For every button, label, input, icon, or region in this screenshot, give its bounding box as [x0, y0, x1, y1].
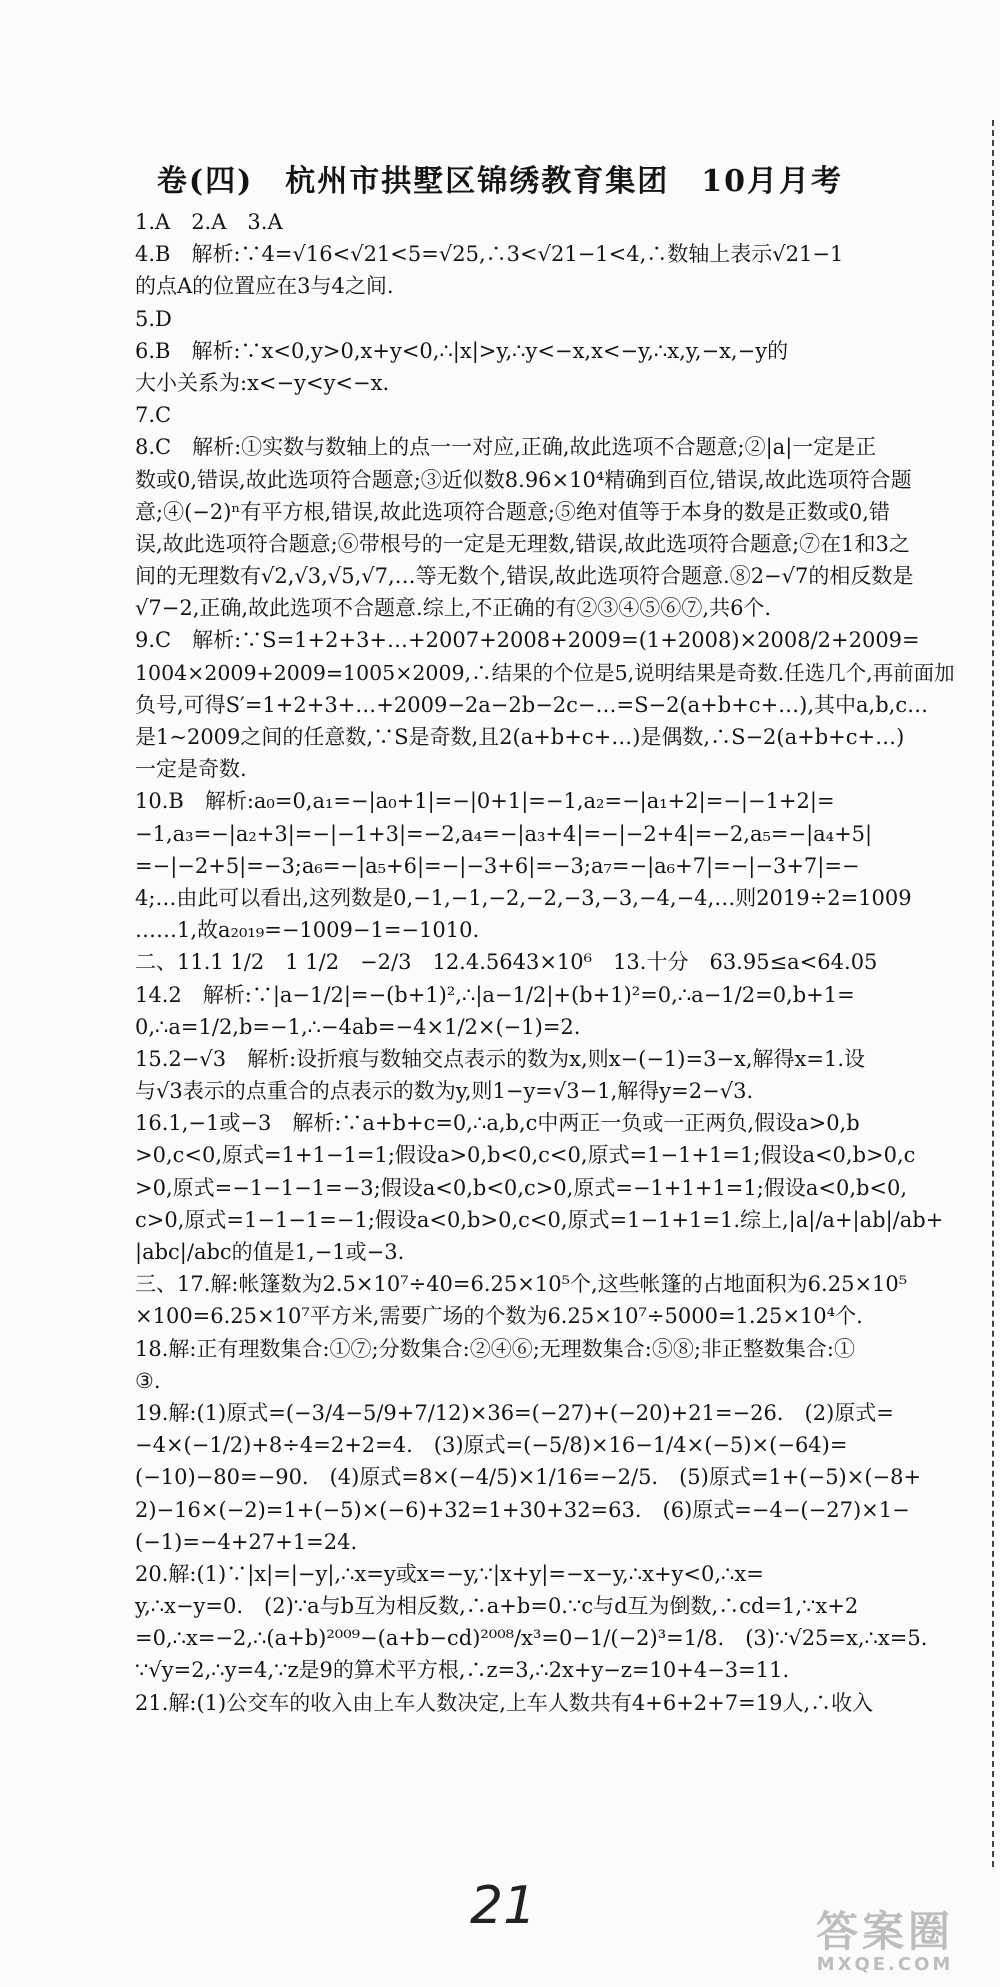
- text-line: 意;④(−2)ⁿ有平方根,错误,故此选项符合题意;⑤绝对值等于本身的数是正数或0,错: [135, 499, 890, 524]
- text-line: 二、11.1 1/2 1 1/2 −2/3 12.4.5643×10⁶ 13.十分 63.95≤a<64.05: [135, 950, 878, 975]
- text-line: (−1)=−4+27+1=24.: [135, 1529, 358, 1554]
- text-line: 数或0,错误,故此选项符合题意;③近似数8.96×10⁴精确到百位,错误,故此选项符合题: [135, 467, 912, 492]
- text-line: =−|−2+5|=−3;a₆=−|a₅+6|=−|−3+6|=−3;a₇=−|a₆+7|=−|−3+7|=−: [135, 853, 860, 878]
- text-line: =0,∴x=−2,∴(a+b)²⁰⁰⁹−(a+b−cd)²⁰⁰⁸/x³=0−1/(−2)³=1/8. (3)∵√25=x,∴x=5.: [135, 1626, 928, 1651]
- page-number: 21: [470, 1876, 537, 1936]
- text-line: >0,原式=−1−1−1=−3;假设a<0,b<0,c>0,原式=−1+1+1=1;假设a<0,b<0,: [135, 1175, 908, 1200]
- text-line: 三、17.解:帐篷数为2.5×10⁷÷40=6.25×10⁵个,这些帐篷的占地面积为6.25×10⁵: [135, 1272, 908, 1297]
- text-line: 10.B 解析:a₀=0,a₁=−|a₀+1|=−|0+1|=−1,a₂=−|a₁+2|=−|−1+2|=: [135, 789, 835, 814]
- text-line: 2)−16×(−2)=1+(−5)×(−6)+32=1+30+32=63. (6)原式=−4−(−27)×1−: [135, 1497, 910, 1522]
- text-line: y,∴x−y=0. (2)∵a与b互为相反数,∴a+b=0.∵c与d互为倒数,∴cd=1,∵x+2: [135, 1594, 859, 1619]
- text-line: ……1,故a₂₀₁₉=−1009−1=−1010.: [135, 918, 480, 943]
- text-line: c>0,原式=1−1−1=−1;假设a<0,b>0,c<0,原式=1−1+1=1.综上,|a|/a+|ab|/ab+: [135, 1207, 944, 1232]
- text-line: 18.解:正有理数集合:①⑦;分数集合:②④⑥;无理数集合:⑤⑧;非正整数集合:①: [135, 1336, 855, 1361]
- text-line: 7.C: [135, 403, 172, 428]
- text-line: 0,∴a=1/2,b=−1,∴−4ab=−4×1/2×(−1)=2.: [135, 1014, 581, 1039]
- text-line: 15.2−√3 解析:设折痕与数轴交点表示的数为x,则x−(−1)=3−x,解得x=1.设: [135, 1046, 866, 1071]
- text-line: 的点A的位置应在3与4之间.: [135, 274, 394, 299]
- page-title: 卷(四) 杭州市拱墅区锦绣教育集团 10月月考: [156, 164, 844, 199]
- text-line: 间的无理数有√2,√3,√5,√7,…等无数个,错误,故此选项符合题意.⑧2−√7的相反数是: [135, 564, 914, 589]
- text-line: ③.: [135, 1368, 161, 1393]
- text-line: (−10)−80=−90. (4)原式=8×(−4/5)×1/16=−2/5. (5)原式=1+(−5)×(−8+: [135, 1465, 922, 1490]
- text-line: 6.B 解析:∵x<0,y>0,x+y<0,∴|x|>y,∴y<−x,x<−y,∴x,y,−x,−y的: [135, 338, 789, 363]
- text-line: 是1~2009之间的任意数,∵S是奇数,且2(a+b+c+…)是偶数,∴S−2(a+b+c+…): [135, 725, 905, 749]
- text-line: √7−2,正确,故此选项不合题意.综上,不正确的有②③④⑤⑥⑦,共6个.: [135, 596, 772, 621]
- text-line: 19.解:(1)原式=(−3/4−5/9+7/12)×36=(−27)+(−20)+21=−26. (2)原式=: [135, 1400, 894, 1425]
- text-line: 1004×2009+2009=1005×2009,∴结果的个位是5,说明结果是奇数.任选几个,再前面加: [135, 660, 955, 685]
- text-line: |abc|/abc的值是1,−1或−3.: [135, 1240, 405, 1264]
- text-line: 8.C 解析:①实数与数轴上的点一一对应,正确,故此选项不合题意;②|a|一定是正: [135, 435, 877, 460]
- text-line: >0,c<0,原式=1+1−1=1;假设a>0,b<0,c<0,原式=1−1+1=1;假设a<0,b>0,c: [135, 1143, 916, 1168]
- cut-line: [992, 120, 994, 1867]
- text-line: 误,故此选项符合题意;⑥带根号的一定是无理数,错误,故此选项符合题意;⑦在1和3之: [135, 531, 910, 556]
- watermark-bottom-text: MXQE.COM: [816, 1954, 954, 1975]
- text-line: −1,a₃=−|a₂+3|=−|−1+3|=−2,a₄=−|a₃+4|=−|−2+4|=−2,a₅=−|a₄+5|: [135, 821, 873, 846]
- text-line: 5.D: [135, 306, 172, 331]
- text-line: 16.1,−1或−3 解析:∵a+b+c=0,∴a,b,c中两正一负或一正两负,假设a>0,b: [135, 1111, 860, 1136]
- text-line: −4×(−1/2)+8÷4=2+2=4. (3)原式=(−5/8)×16−1/4×(−5)×(−64)=: [135, 1433, 848, 1458]
- text-line: 14.2 解析:∵|a−1/2|=−(b+1)²,∴|a−1/2|+(b+1)²=0,∴a−1/2=0,b+1=: [135, 982, 855, 1007]
- watermark-top-text: 答案圈: [815, 1907, 954, 1956]
- text-line: 9.C 解析:∵S=1+2+3+…+2007+2008+2009=(1+2008)×2008/2+2009=: [135, 628, 920, 653]
- watermark-logo: [780, 1907, 990, 1980]
- text-line: ∵√y=2,∴y=4,∵z是9的算术平方根,∴z=3,∴2x+y−z=10+4−3=11.: [135, 1658, 790, 1683]
- text-line: 20.解:(1)∵|x|=|−y|,∴x=y或x=−y,∵|x+y|=−x−y,∴x+y<0,∴x=: [135, 1561, 764, 1586]
- answer-text-block: [135, 206, 965, 1719]
- text-line: 一定是奇数.: [135, 757, 247, 782]
- text-line: 与√3表示的点重合的点表示的数为y,则1−y=√3−1,解得y=2−√3.: [135, 1079, 754, 1104]
- text-line: 大小关系为:x<−y<y<−x.: [135, 370, 390, 395]
- text-line: 负号,可得S′=1+2+3+…+2009−2a−2b−2c−…=S−2(a+b+c+…),其中a,b,c…: [135, 692, 929, 717]
- text-line: 4;…由此可以看出,这列数是0,−1,−1,−2,−2,−3,−3,−4,−4,…则2019÷2=1009: [135, 885, 912, 910]
- text-line: ×100=6.25×10⁷平方米,需要广场的个数为6.25×10⁷÷5000=1.25×10⁴个.: [135, 1304, 863, 1329]
- text-line: 4.B 解析:∵4=√16<√21<5=√25,∴3<√21−1<4,∴数轴上表示√21−1: [135, 242, 844, 267]
- text-line: 21.解:(1)公交车的收入由上车人数决定,上车人数共有4+6+2+7=19人,∴收入: [135, 1690, 874, 1715]
- text-line: 1.A 2.A 3.A: [135, 210, 283, 234]
